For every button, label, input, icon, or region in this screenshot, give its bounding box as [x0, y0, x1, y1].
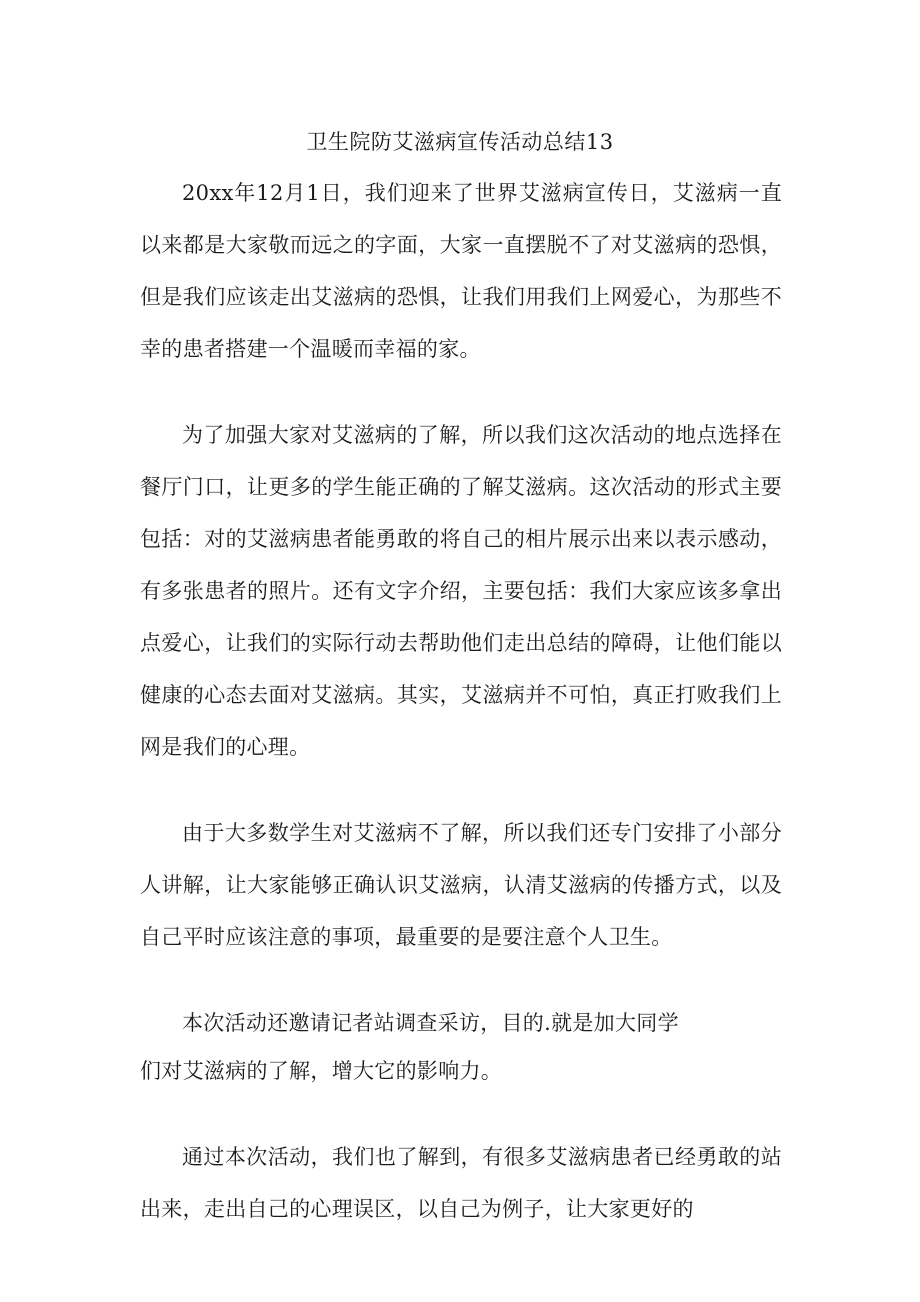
paragraph-1: 20xx年12月1日，我们迎来了世界艾滋病宣传日，艾滋病一直以来都是大家敬而远之的字面，大家一直摆脱不了对艾滋病的恐惧，但是我们应该走出艾滋病的恐惧，让我们用我们上网爱心，为那些不幸的患者搭建一个温暖而幸福的家。	[140, 181, 782, 361]
paragraph-2: 为了加强大家对艾滋病的了解，所以我们这次活动的地点选择在餐厅门口，让更多的学生能正确的了解艾滋病。这次活动的形式主要包括：对的艾滋病患者能勇敢的将自己的相片展示出来以表示感动，有多张患者的照片。还有文字介绍，主要包括：我们大家应该多拿出点爱心，让我们的实际行动去帮助他们走出总结的障碍，让他们能以健康的心态去面对艾滋病。其实，艾滋病并不可怕，真正打败我们上网是我们的心理。	[140, 423, 782, 759]
paragraph-5: 通过本次活动，我们也了解到，有很多艾滋病患者已经勇敢的站出来，走出自己的心理误区，以自己为例子，让大家更好的	[140, 1145, 782, 1221]
document-body	[140, 167, 782, 1269]
paragraph-3: 由于大多数学生对艾滋病不了解，所以我们还专门安排了小部分人讲解，让大家能够正确认识艾滋病，认清艾滋病的传播方式，以及自己平时应该注意的事项，最重要的是要注意个人卫生。	[140, 821, 782, 949]
document-title: 卫生院防艾滋病宣传活动总结13	[306, 130, 614, 154]
paragraph-4: 本次活动还邀请记者站调查采访，目的.就是加大同学	[182, 1011, 679, 1035]
paragraph-4-continuation: 们对艾滋病的了解，增大它的影响力。	[140, 1059, 503, 1083]
